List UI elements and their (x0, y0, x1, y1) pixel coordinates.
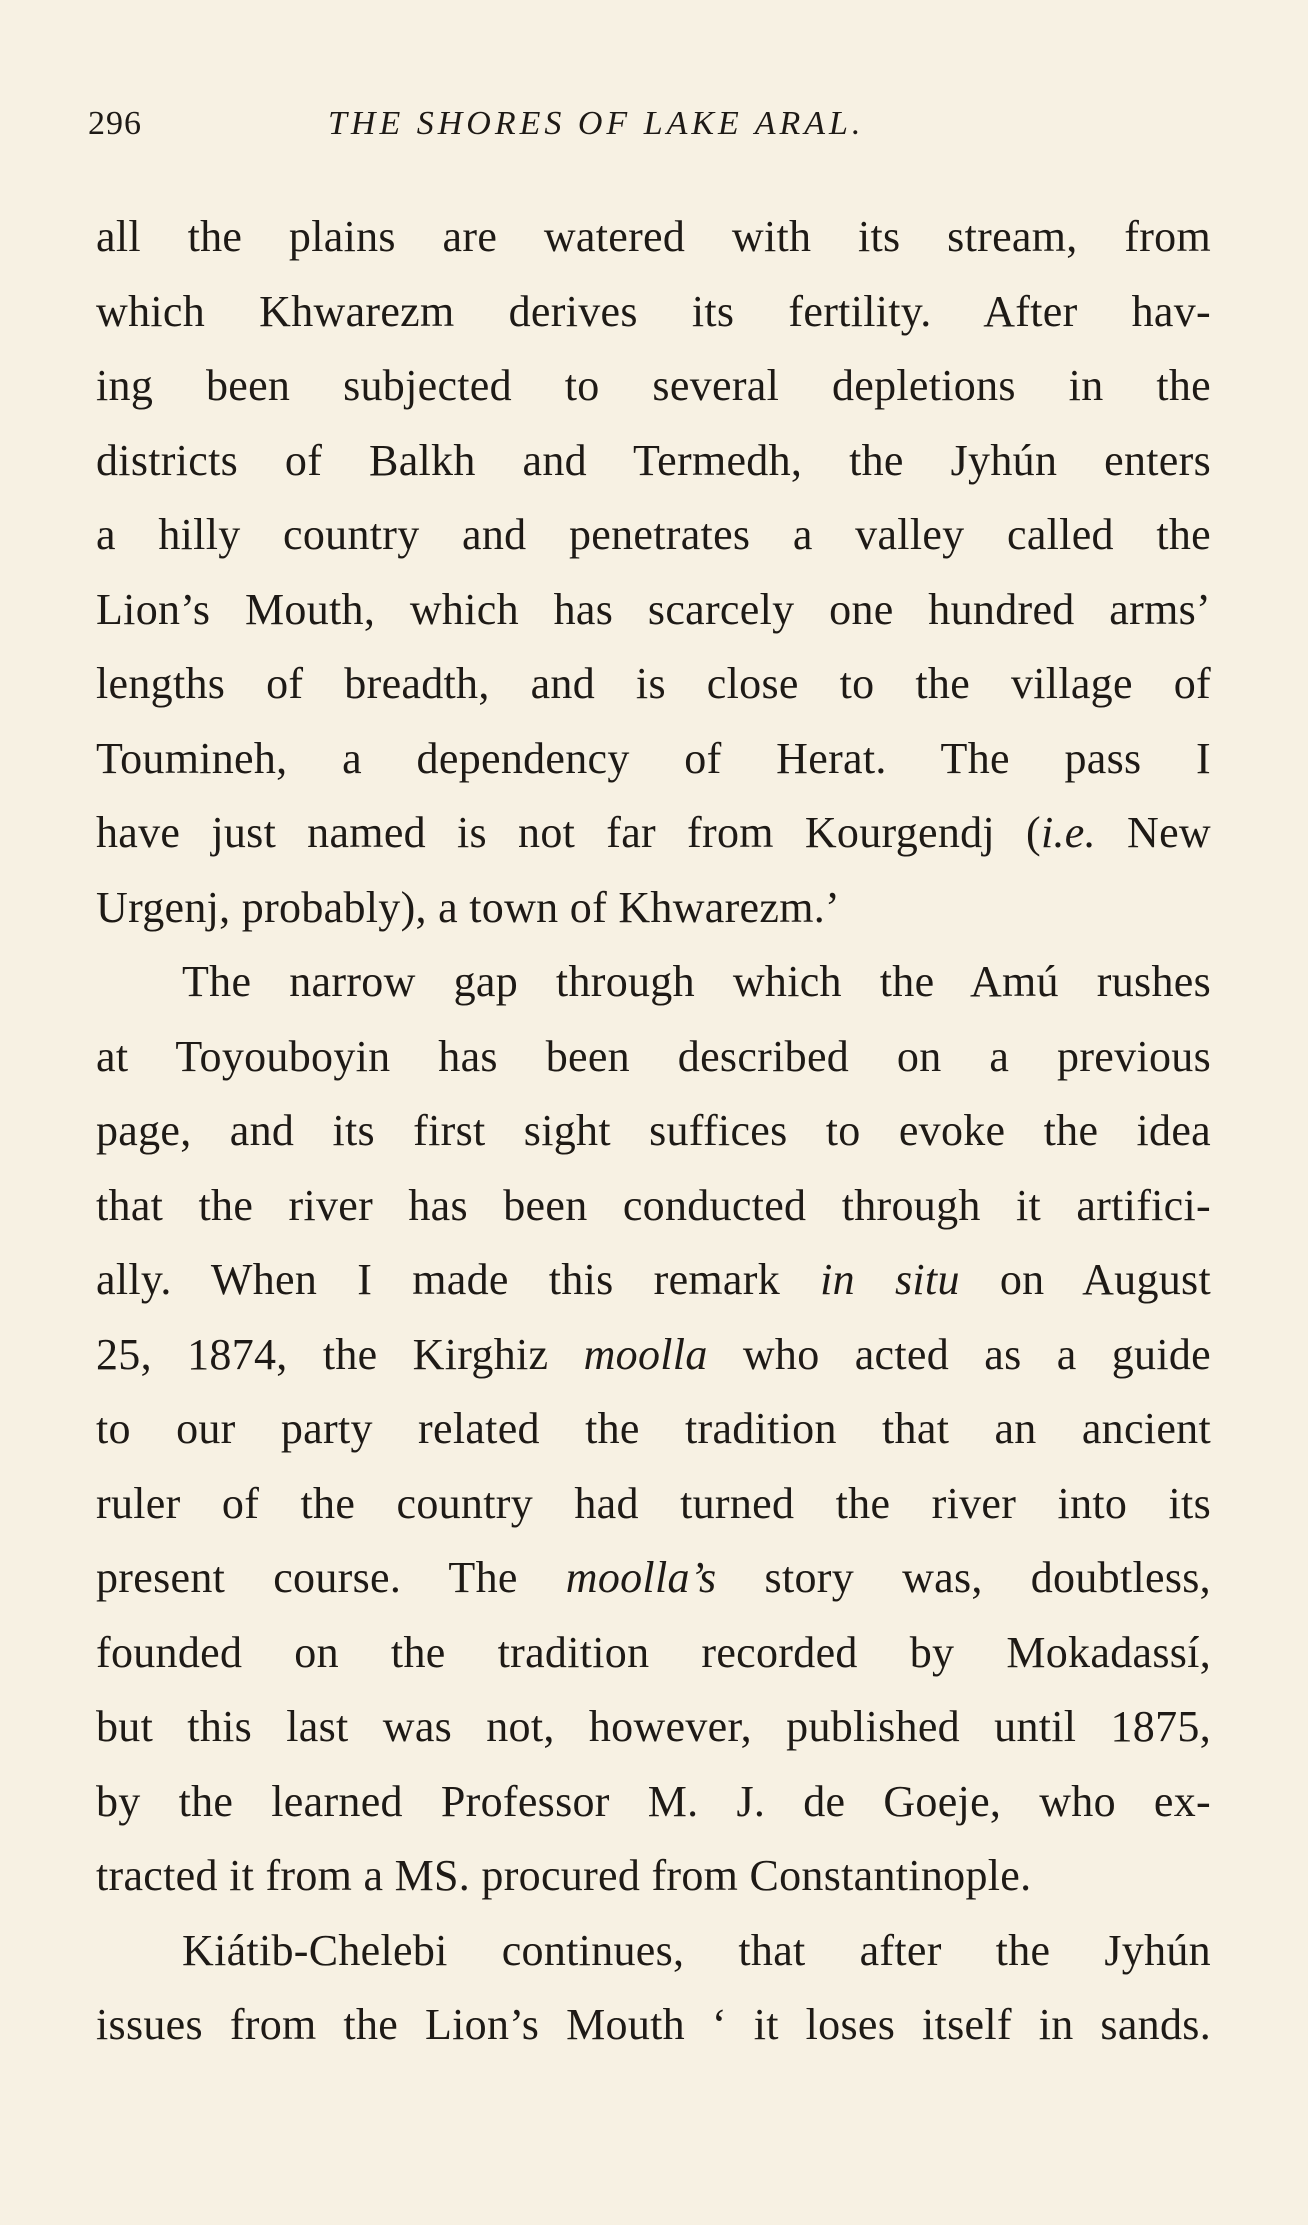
text-segment: present course. The (96, 1553, 566, 1602)
text-segment: issues from the Lion’s Mouth ‘ it loses itself in sands. (96, 2000, 1211, 2049)
text-segment: who acted as a guide (707, 1329, 1212, 1379)
text-segment: which Khwarezm derives its fertility. After hav- (96, 286, 1211, 336)
text-line (96, 1839, 1211, 1914)
text-line (96, 1988, 1211, 2063)
text-segment: 25, 1874, the Kirghiz (96, 1329, 584, 1379)
italic-text: moolla (583, 1329, 708, 1379)
text-segment: but this last was not, however, published until 1875, (96, 1702, 1211, 1751)
text-segment: page, and its first sight suffices to evoke the idea (96, 1106, 1211, 1155)
text-segment: that the river has been conducted through it artifici- (96, 1180, 1211, 1230)
text-line (96, 1392, 1211, 1467)
text-segment: ally. When I made this remark (96, 1255, 821, 1304)
running-title: THE SHORES OF LAKE ARAL. (328, 105, 865, 142)
text-line (96, 1541, 1211, 1616)
text-line (96, 1765, 1211, 1840)
text-line (96, 871, 1211, 946)
page-number: 296 (88, 105, 142, 142)
text-line (96, 796, 1211, 871)
text-segment: all the plains are watered with its stream, from (96, 212, 1211, 261)
italic-text: i.e. (1040, 808, 1096, 857)
text-segment: Urgenj, probably), a town of Khwarezm.’ (96, 882, 840, 932)
text-line (96, 1318, 1211, 1393)
text-segment: The narrow gap through which the Amú rushes (182, 957, 1211, 1006)
text-line (96, 1616, 1211, 1691)
running-head (88, 105, 1228, 155)
text-line (96, 498, 1211, 573)
text-segment: Lion’s Mouth, which has scarcely one hundred arms’ (96, 584, 1211, 634)
text-segment: Kiátib-Chelebi continues, that after the Jyhún (182, 1925, 1211, 1975)
text-segment: ruler of the country had turned the river into its (96, 1478, 1211, 1528)
text-line (96, 1914, 1211, 1989)
body-text (96, 200, 1211, 2063)
text-line (96, 1690, 1211, 1765)
text-line (96, 945, 1211, 1020)
italic-text: in situ (820, 1255, 960, 1304)
text-segment: a hilly country and penetrates a valley called the (96, 510, 1211, 559)
text-segment: at Toyouboyin has been described on a previous (96, 1031, 1211, 1081)
text-line (96, 1243, 1211, 1318)
text-segment: have just named is not far from Kourgendj ( (96, 808, 1041, 857)
text-segment: New (1095, 808, 1211, 857)
text-segment: on August (959, 1255, 1211, 1304)
text-segment: Toumineh, a dependency of Herat. The pass I (96, 733, 1211, 783)
text-segment: lengths of breadth, and is close to the village of (96, 659, 1211, 708)
text-line (96, 200, 1211, 275)
text-line (96, 1467, 1211, 1542)
text-segment: to our party related the tradition that an ancient (96, 1404, 1211, 1453)
text-line (96, 275, 1211, 350)
text-line (96, 1094, 1211, 1169)
text-line (96, 1020, 1211, 1095)
text-line (96, 647, 1211, 722)
text-segment: by the learned Professor M. J. de Goeje, who ex- (96, 1776, 1211, 1826)
text-segment: founded on the tradition recorded by Mokadassí, (96, 1627, 1211, 1677)
text-segment: districts of Balkh and Termedh, the Jyhún enters (96, 435, 1211, 485)
text-line (96, 722, 1211, 797)
text-segment: story was, doubtless, (716, 1553, 1211, 1602)
text-segment: ing been subjected to several depletions in the (96, 361, 1211, 410)
text-line (96, 573, 1211, 648)
text-line (96, 349, 1211, 424)
text-line (96, 1169, 1211, 1244)
italic-text: moolla’s (565, 1553, 717, 1602)
text-segment: tracted it from a MS. procured from Constantinople. (96, 1851, 1032, 1900)
text-line (96, 424, 1211, 499)
